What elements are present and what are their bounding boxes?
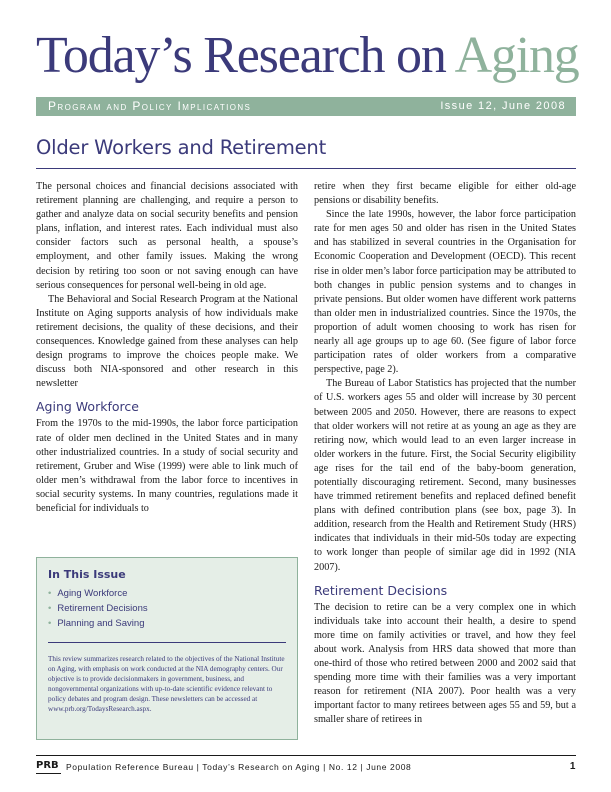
list-item[interactable]: • Retirement Decisions xyxy=(48,603,148,614)
footer-text: Population Reference Bureau | Today’s Research on Aging | No. 12 | June 2008 xyxy=(66,762,412,772)
paragraph-retire-eligible: retire when they first became eligible for either old-age pensions or disability benefits. xyxy=(314,181,576,207)
subhead-aging-workforce: Aging Workforce xyxy=(36,399,139,415)
masthead-main: Today’s Research on xyxy=(36,27,455,84)
in-this-issue-box xyxy=(36,557,298,740)
masthead-accent: Aging xyxy=(454,27,579,84)
article-title: Older Workers and Retirement xyxy=(36,136,327,159)
subhead-retirement-decisions: Retirement Decisions xyxy=(314,582,448,598)
banner-issue: Issue 12, June 2008 xyxy=(440,100,566,112)
list-item[interactable]: • Planning and Saving xyxy=(48,618,145,629)
sidebar-note: This review summarizes research related to the objectives of the National Institute on Aging, with emphasis on work conducted at the NIA demography centers. Our objective is to provide decisionmakers in government, business, and nongovernmental organizations with up-to-date scientific evidence relevant to policy debates and program design. These newsletters can be accessed at www.prb.org/TodaysResearch.aspx. xyxy=(48,655,285,713)
left-column xyxy=(36,180,298,516)
paragraph-bsr-program: The Behavioral and Social Research Program at the National Institute on Aging supports analysis of how individuals make retirement decisions, the quality of these decisions, and their consequences. Knowledge gained from these analyses can help design programs to improve the choices people make. We discuss both NIA-sponsored and other research in this newsletter xyxy=(36,293,298,390)
paragraph-retirement-decisions: The decision to retire can be a very complex one in which individuals take into account their health, a desire to spend more time on family activities or travel, and how they feel about work. Analysis from HRS data showed that more than one-third of those who retired between 2000 and 2002 said that spending more time with their families was a very important reason for retirement (NIA 2007). Poor health was a very important factor to many retirees between ages 55 and 59, but a smaller share of retirees in xyxy=(314,601,576,726)
bullet-icon: • xyxy=(48,588,52,599)
sidebar-divider xyxy=(48,642,286,643)
paragraph-intro: The personal choices and financial decisions associated with retirement planning are challenging, and require a person to gather and analyze data on social security benefits and pension plans, inflation, and interest rates. Each individual must also consider factors such as personal health, a spouse’s employment, and other family issues. Making the wrong decision by retiring too soon or not saving enough can have serious consequences for personal well-being in old age. xyxy=(36,181,298,291)
issue-banner xyxy=(36,97,576,116)
prb-logo: PRB xyxy=(36,760,59,771)
paragraph-labor-force-rise: Since the late 1990s, however, the labor force participation rate for men ages 50 and older has risen in the United States and has stabilized in several countries in the Organisation for Economic Cooperation and Development (OECD). This recent rise in older men’s labor force participation may be attributed to both changes in public pension systems and to changes in private pensions. But older women have different work patterns than older men in industrialized countries. Since the 1970s, the proportion of adult women choosing to work has risen for nearly all age groups up to age 60. (See figure of labor force participation rates of older workers from a comparative perspective, page 2). xyxy=(314,209,576,376)
page-footer xyxy=(36,762,576,776)
list-item[interactable]: • Aging Workforce xyxy=(48,588,128,599)
right-column xyxy=(314,180,576,727)
footer-divider xyxy=(36,755,576,756)
title-divider xyxy=(36,168,576,169)
paragraph-bls-projection: The Bureau of Labor Statistics has projected that the number of U.S. workers ages 55 and older will increase by 30 percent between 2005 and 2050. However, there are reasons to expect that older workers will not retire at as young an age as they are retiring now, which would lead to an even larger increase in older workers in the future. First, the Social Security eligibility age rises for the tail end of the baby-boom generation, potentially discouraging retirement. Second, many businesses have trimmed retirement benefits and replaced defined benefit plans with defined contribution plans (see box, page 3). In addition, research from the Health and Retirement Study (HRS) indicates that individuals in their mid-50s today are expecting to work longer than people of similar age did in 1992 (NIA 2007). xyxy=(314,378,576,573)
page-number: 1 xyxy=(569,761,576,772)
bullet-icon: • xyxy=(48,603,52,614)
bullet-icon: • xyxy=(48,618,52,629)
paragraph-aging-workforce: From the 1970s to the mid-1990s, the labor force participation rate of older men declined in the United States and in many other industrialized countries. In a study of social security and retirement, Gruber and Wise (1999) were able to link much of older men’s withdrawal from the labor force to incentives in social security systems. In many countries, regulations made it beneficial for individuals to xyxy=(36,418,298,514)
in-this-issue-title: In This Issue xyxy=(48,568,126,581)
logo-underline xyxy=(36,773,61,774)
banner-series: Program and Policy Implications xyxy=(48,99,252,113)
masthead-title xyxy=(36,26,579,86)
in-this-issue-list xyxy=(48,586,148,631)
